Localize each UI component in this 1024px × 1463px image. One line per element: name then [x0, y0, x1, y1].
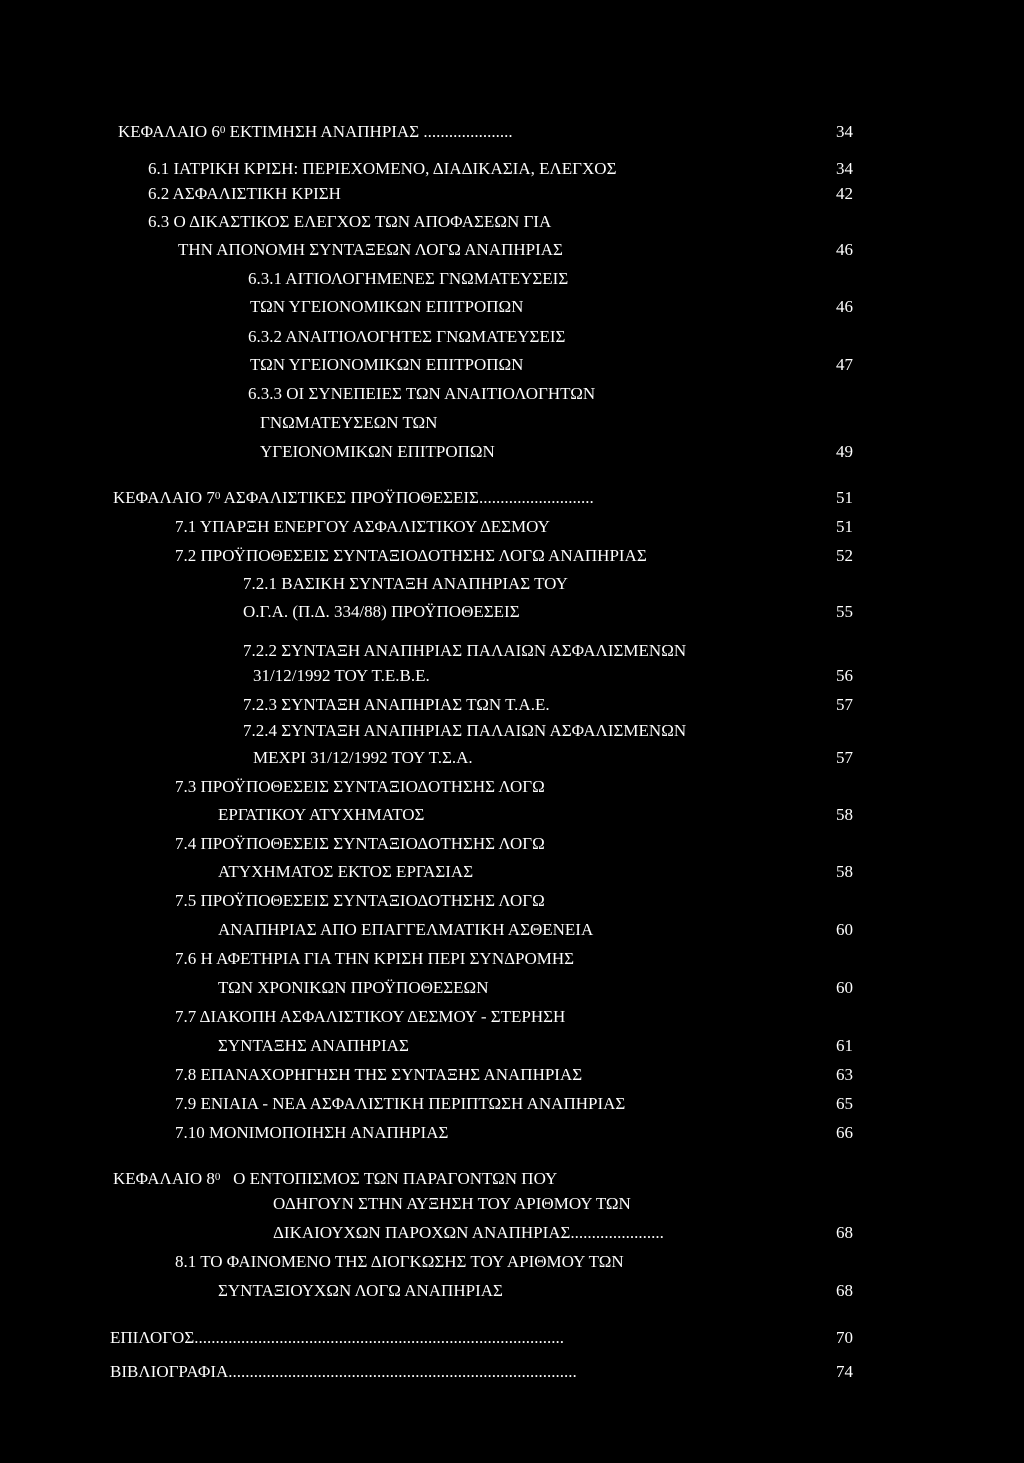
toc-entry-7-2-4-line1: 7.2.4 ΣΥΝΤΑΞΗ ΑΝΑΠΗΡΙΑΣ ΠΑΛΑΙΩΝ ΑΣΦΑΛΙΣΜΕΝΩΝ: [243, 721, 687, 740]
toc-entry-7-1-page: 51: [836, 517, 853, 536]
toc-entry-6-3-2-line1: 6.3.2 ΑΝΑΙΤΙΟΛΟΓΗΤΕΣ ΓΝΩΜΑΤΕΥΣΕΙΣ: [248, 327, 566, 346]
toc-entry-7-8-page: 63: [836, 1065, 853, 1084]
toc-entry-7-9-page: 65: [836, 1094, 853, 1113]
toc-entry-7-2: 7.2 ΠΡΟΫΠΟΘΕΣΕΙΣ ΣΥΝΤΑΞΙΟΔΟΤΗΣΗΣ ΛΟΓΩ ΑΝΑΠΗΡΙΑΣ: [175, 546, 647, 565]
toc-entry-7-6-line2: ΤΩΝ ΧΡΟΝΙΚΩΝ ΠΡΟΫΠΟΘΕΣΕΩΝ: [218, 978, 489, 997]
toc-entry-6-3-3-line1: 6.3.3 ΟΙ ΣΥΝΕΠΕΙΕΣ ΤΩΝ ΑΝΑΙΤΙΟΛΟΓΗΤΩΝ: [248, 384, 596, 403]
toc-entry-6-2: 6.2 ΑΣΦΑΛΙΣΤΙΚΗ ΚΡΙΣΗ: [148, 184, 341, 203]
toc-entry-7-5-line2: ΑΝΑΠΗΡΙΑΣ ΑΠΟ ΕΠΑΓΓΕΛΜΑΤΙΚΗ ΑΣΘΕΝΕΙΑ: [218, 920, 594, 939]
toc-entry-8-1-line2: ΣΥΝΤΑΞΙΟΥΧΩΝ ΛΟΓΩ ΑΝΑΠΗΡΙΑΣ: [218, 1281, 503, 1300]
toc-entry-8-1-page: 68: [836, 1281, 853, 1300]
toc-entry-6-3-2-line2: ΤΩΝ ΥΓΕΙΟΝΟΜΙΚΩΝ ΕΠΙΤΡΟΠΩΝ: [250, 355, 524, 374]
toc-entry-7-7-page: 61: [836, 1036, 853, 1055]
toc-chapter-6-title: ΚΕΦΑΛΑΙΟ $6^0$ ΕΚΤΙΜΗΣΗ ΑΝΑΠΗΡΙΑΣ .....................: [118, 122, 513, 141]
toc-chapter-8-page: 68: [836, 1223, 853, 1242]
toc-entry-7-5-line1: 7.5 ΠΡΟΫΠΟΘΕΣΕΙΣ ΣΥΝΤΑΞΙΟΔΟΤΗΣΗΣ ΛΟΓΩ: [175, 891, 545, 910]
toc-entry-7-4-line2: ΑΤΥΧΗΜΑΤΟΣ ΕΚΤΟΣ ΕΡΓΑΣΙΑΣ: [218, 862, 474, 881]
toc-entry-6-2-page: 42: [836, 184, 853, 203]
toc-entry-6-3-1-page: 46: [836, 297, 853, 316]
toc-entry-7-6-page: 60: [836, 978, 853, 997]
toc-entry-7-7-line1: 7.7 ΔΙΑΚΟΠΗ ΑΣΦΑΛΙΣΤΙΚΟΥ ΔΕΣΜΟΥ - ΣΤΕΡΗΣΗ: [175, 1007, 566, 1026]
toc-entry-7-6-line1: 7.6 Η ΑΦΕΤΗΡΙΑ ΓΙΑ ΤΗΝ ΚΡΙΣΗ ΠΕΡΙ ΣΥΝΔΡΟΜΗΣ: [175, 949, 575, 968]
toc-entry-7-5-page: 60: [836, 920, 853, 939]
toc-entry-7-2-1-page: 55: [836, 602, 853, 621]
toc-entry-7-2-4-page: 57: [836, 748, 853, 767]
toc-entry-7-7-line2: ΣΥΝΤΑΞΗΣ ΑΝΑΠΗΡΙΑΣ: [218, 1036, 409, 1055]
toc-entry-7-2-2-page: 56: [836, 666, 853, 685]
toc-entry-7-2-page: 52: [836, 546, 853, 565]
toc-entry-6-3-page: 46: [836, 240, 853, 259]
toc-entry-7-3-line2: ΕΡΓΑΤΙΚΟΥ ΑΤΥΧΗΜΑΤΟΣ: [218, 805, 425, 824]
toc-bibliography-page: 74: [836, 1362, 853, 1381]
toc-entry-6-1: 6.1 ΙΑΤΡΙΚΗ ΚΡΙΣΗ: ΠΕΡΙΕΧΟΜΕΝΟ, ΔΙΑΔΙΚΑΣΙΑ, ΕΛΕΓΧΟΣ: [148, 159, 617, 178]
toc-chapter-8-title-line1: ΚΕΦΑΛΑΙΟ $8^0$ Ο ΕΝΤΟΠΙΣΜΟΣ ΤΩΝ ΠΑΡΑΓΟΝΤΩΝ ΠΟΥ: [113, 1169, 558, 1188]
toc-entry-7-8: 7.8 ΕΠΑΝΑΧΟΡΗΓΗΣΗ ΤΗΣ ΣΥΝΤΑΞΗΣ ΑΝΑΠΗΡΙΑΣ: [175, 1065, 583, 1084]
toc-entry-7-2-2-line2: 31/12/1992 ΤΟΥ Τ.Ε.Β.Ε.: [253, 666, 430, 685]
toc-entry-6-3-3-page: 49: [836, 442, 853, 461]
toc-entry-7-4-line1: 7.4 ΠΡΟΫΠΟΘΕΣΕΙΣ ΣΥΝΤΑΞΙΟΔΟΤΗΣΗΣ ΛΟΓΩ: [175, 834, 545, 853]
toc-entry-6-3-2-page: 47: [836, 355, 853, 374]
toc-entry-6-3-line2: ΤΗΝ ΑΠΟΝΟΜΗ ΣΥΝΤΑΞΕΩΝ ΛΟΓΩ ΑΝΑΠΗΡΙΑΣ: [178, 240, 563, 259]
toc-epilogue: ΕΠΙΛΟΓΟΣ.......................................................................................: [110, 1328, 564, 1347]
toc-entry-7-2-4-line2: ΜΕΧΡΙ 31/12/1992 ΤΟΥ Τ.Σ.Α.: [253, 748, 473, 767]
toc-entry-7-4-page: 58: [836, 862, 853, 881]
toc-entry-7-1: 7.1 ΥΠΑΡΞΗ ΕΝΕΡΓΟΥ ΑΣΦΑΛΙΣΤΙΚΟΥ ΔΕΣΜΟΥ: [175, 517, 550, 536]
toc-entry-7-3-line1: 7.3 ΠΡΟΫΠΟΘΕΣΕΙΣ ΣΥΝΤΑΞΙΟΔΟΤΗΣΗΣ ΛΟΓΩ: [175, 777, 545, 796]
toc-entry-7-2-2-line1: 7.2.2 ΣΥΝΤΑΞΗ ΑΝΑΠΗΡΙΑΣ ΠΑΛΑΙΩΝ ΑΣΦΑΛΙΣΜΕΝΩΝ: [243, 641, 687, 660]
toc-entry-7-10: 7.10 ΜΟΝΙΜΟΠΟΙΗΣΗ ΑΝΑΠΗΡΙΑΣ: [175, 1123, 449, 1142]
toc-entry-6-3-1-line1: 6.3.1 ΑΙΤΙΟΛΟΓΗΜΕΝΕΣ ΓΝΩΜΑΤΕΥΣΕΙΣ: [248, 269, 569, 288]
toc-bibliography: ΒΙΒΛΙΟΓΡΑΦΙΑ..................................................................................: [110, 1362, 577, 1381]
toc-entry-7-2-1-line2: Ο.Γ.Α. (Π.Δ. 334/88) ΠΡΟΫΠΟΘΕΣΕΙΣ: [243, 602, 520, 621]
toc-entry-7-10-page: 66: [836, 1123, 853, 1142]
toc-entry-6-3-1-line2: ΤΩΝ ΥΓΕΙΟΝΟΜΙΚΩΝ ΕΠΙΤΡΟΠΩΝ: [250, 297, 524, 316]
toc-chapter-7-page: 51: [836, 488, 853, 507]
toc-entry-6-3-line1: 6.3 Ο ΔΙΚΑΣΤΙΚΟΣ ΕΛΕΓΧΟΣ ΤΩΝ ΑΠΟΦΑΣΕΩΝ ΓΙΑ: [148, 212, 552, 231]
toc-chapter-7-title: ΚΕΦΑΛΑΙΟ $7^0$ ΑΣΦΑΛΙΣΤΙΚΕΣ ΠΡΟΫΠΟΘΕΣΕΙΣ...........................: [113, 488, 594, 507]
toc-chapter-8-title-line3: ΔΙΚΑΙΟΥΧΩΝ ΠΑΡΟΧΩΝ ΑΝΑΠΗΡΙΑΣ......................: [273, 1223, 664, 1242]
toc-entry-8-1-line1: 8.1 ΤΟ ΦΑΙΝΟΜΕΝΟ ΤΗΣ ΔΙΟΓΚΩΣΗΣ ΤΟΥ ΑΡΙΘΜΟΥ ΤΩΝ: [175, 1252, 624, 1271]
toc-entry-7-3-page: 58: [836, 805, 853, 824]
toc-entry-6-3-3-line2: ΓΝΩΜΑΤΕΥΣΕΩΝ ΤΩΝ: [260, 413, 438, 432]
toc-entry-6-1-page: 34: [836, 159, 853, 178]
toc-entry-6-3-3-line3: ΥΓΕΙΟΝΟΜΙΚΩΝ ΕΠΙΤΡΟΠΩΝ: [260, 442, 495, 461]
toc-entry-7-9: 7.9 ΕΝΙΑΙΑ - ΝΕΑ ΑΣΦΑΛΙΣΤΙΚΗ ΠΕΡΙΠΤΩΣΗ ΑΝΑΠΗΡΙΑΣ: [175, 1094, 626, 1113]
toc-chapter-8-title-line2: ΟΔΗΓΟΥΝ ΣΤΗΝ ΑΥΞΗΣΗ ΤΟΥ ΑΡΙΘΜΟΥ ΤΩΝ: [273, 1194, 631, 1213]
toc-entry-7-2-1-line1: 7.2.1 ΒΑΣΙΚΗ ΣΥΝΤΑΞΗ ΑΝΑΠΗΡΙΑΣ ΤΟΥ: [243, 574, 568, 593]
toc-epilogue-page: 70: [836, 1328, 853, 1347]
toc-entry-7-2-3-page: 57: [836, 695, 853, 714]
toc-entry-7-2-3: 7.2.3 ΣΥΝΤΑΞΗ ΑΝΑΠΗΡΙΑΣ ΤΩΝ Τ.Α.Ε.: [243, 695, 550, 714]
toc-chapter-6-page: 34: [836, 122, 853, 141]
